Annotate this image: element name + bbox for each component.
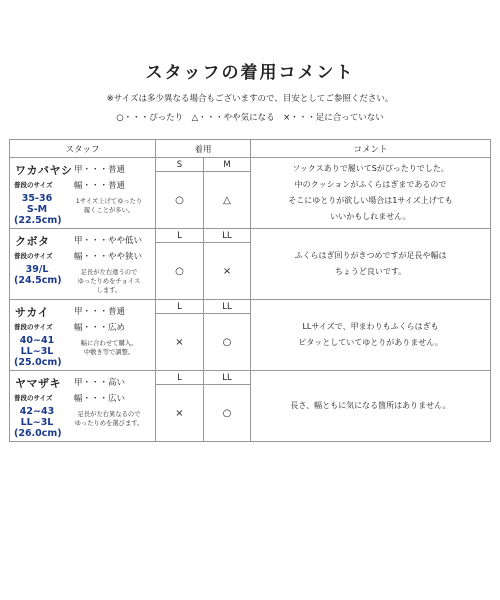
staff-memo-line: ゆったりめを選びます。 [74, 420, 144, 427]
comment-line: ちょうど良いです。 [334, 267, 407, 276]
staff-memo-line: 履くことが多い。 [83, 207, 135, 214]
table-row [10, 158, 491, 172]
staff-cell [10, 371, 156, 442]
staff-memo-line: ゆったりめをチョイス [77, 278, 141, 285]
comment-line: ソックスありで履いてSがぴったりでした。 [292, 164, 449, 173]
size-header-b: LL [204, 229, 251, 243]
staff-cell [10, 300, 156, 371]
size-header-a: L [156, 229, 204, 243]
staff-instep: 甲・・・普通 [74, 307, 126, 317]
comment-line: ピタッとしていてゆとりがありません。 [298, 338, 443, 347]
fit-mark-a: ○ [156, 172, 204, 229]
staff-width: 幅・・・普通 [74, 181, 126, 191]
fit-mark-a: ○ [156, 243, 204, 300]
usual-size-label: 普段のサイズ [14, 323, 53, 331]
staff-instep: 甲・・・高い [74, 378, 126, 388]
staff-instep: 甲・・・やや低い [74, 236, 143, 246]
staff-cell [10, 229, 156, 300]
staff-memo-line: 幅に合わせて購入。 [80, 340, 138, 347]
header-comment: コメント [251, 140, 491, 158]
staff-name: サカイ [15, 306, 49, 319]
size-header-a: L [156, 300, 204, 314]
staff-name: ヤマザキ [15, 377, 61, 390]
usual-size-line: 42~43 [19, 406, 55, 417]
usual-size-line: (22.5cm) [14, 215, 62, 226]
table-body [10, 158, 491, 442]
usual-size-line: LL~3L [20, 417, 54, 428]
staff-memo-line: 足長が左右異なるので [77, 411, 141, 418]
usual-size-label: 普段のサイズ [14, 181, 53, 189]
comment-cell [251, 158, 491, 229]
header-staff: スタッフ [10, 140, 156, 158]
comment-line: ふくらはぎ回りがきつめですが足長や幅は [294, 251, 447, 260]
comment-cell [251, 371, 491, 442]
fit-mark-b: ○ [204, 385, 251, 442]
page-title: スタッフの着用コメント [145, 63, 355, 83]
usual-size [14, 406, 60, 439]
size-note: ※サイズは多少異なる場合もございますので、目安としてご参照ください。 [106, 94, 394, 104]
header-fit: 着用 [156, 140, 251, 158]
usual-size [14, 193, 60, 226]
staff-instep: 甲・・・普通 [74, 165, 126, 175]
size-header-a: S [156, 158, 204, 172]
staff-comment-table [9, 139, 491, 442]
comment-line: そこにゆとりが欲しい場合は1サイズ上げても [288, 196, 453, 205]
size-header-b: M [204, 158, 251, 172]
usual-size [14, 335, 60, 368]
staff-memo-line: 足長が左右違うので [80, 269, 138, 276]
legend-note: ○・・・ぴったり △・・・やや気になる ×・・・足に合っていない [116, 113, 384, 123]
staff-memo [62, 197, 156, 215]
staff-cell [10, 158, 156, 229]
table-row [10, 300, 491, 314]
comment-line: 中のクッションがふくらはぎまであるので [294, 180, 447, 189]
size-header-a: L [156, 371, 204, 385]
comment-cell [251, 300, 491, 371]
fit-mark-b: × [204, 243, 251, 300]
fit-mark-a: × [156, 314, 204, 371]
staff-name: クボタ [15, 235, 50, 248]
usual-size-line: (25.0cm) [14, 357, 62, 368]
usual-size-line: 39/L [25, 264, 49, 275]
fit-mark-b: △ [204, 172, 251, 229]
staff-memo [62, 268, 156, 295]
table-row [10, 371, 491, 385]
size-header-b: LL [204, 300, 251, 314]
staff-name: ワカバヤシ [15, 164, 73, 177]
usual-size-label: 普段のサイズ [14, 394, 53, 402]
usual-size-line: S-M [26, 204, 48, 215]
comment-line: いいかもしれません。 [330, 212, 411, 221]
table-row [10, 229, 491, 243]
comment-cell [251, 229, 491, 300]
comment-line: 長さ、幅ともに気になる箇所はありません。 [290, 401, 451, 410]
usual-size-line: 40~41 [19, 335, 55, 346]
staff-width: 幅・・・やや狭い [74, 252, 143, 262]
usual-size-line: (24.5cm) [14, 275, 62, 286]
fit-mark-a: × [156, 385, 204, 442]
fit-mark-b: ○ [204, 314, 251, 371]
staff-memo-line: します。 [96, 287, 122, 294]
comment-line: LLサイズで、甲まわりもふくらはぎも [302, 322, 439, 331]
usual-size-label: 普段のサイズ [14, 252, 53, 260]
staff-width: 幅・・・広め [74, 323, 126, 333]
usual-size [14, 264, 60, 286]
usual-size-line: 35-36 [21, 193, 53, 204]
usual-size-line: LL~3L [20, 346, 54, 357]
size-header-b: LL [204, 371, 251, 385]
usual-size-line: (26.0cm) [14, 428, 62, 439]
staff-memo [62, 339, 156, 357]
staff-memo-line: 中敷き等で調整。 [83, 349, 135, 356]
staff-memo-line: 1サイズ上げてゆったり [75, 198, 143, 205]
staff-memo [62, 410, 156, 428]
staff-width: 幅・・・広い [74, 394, 126, 404]
